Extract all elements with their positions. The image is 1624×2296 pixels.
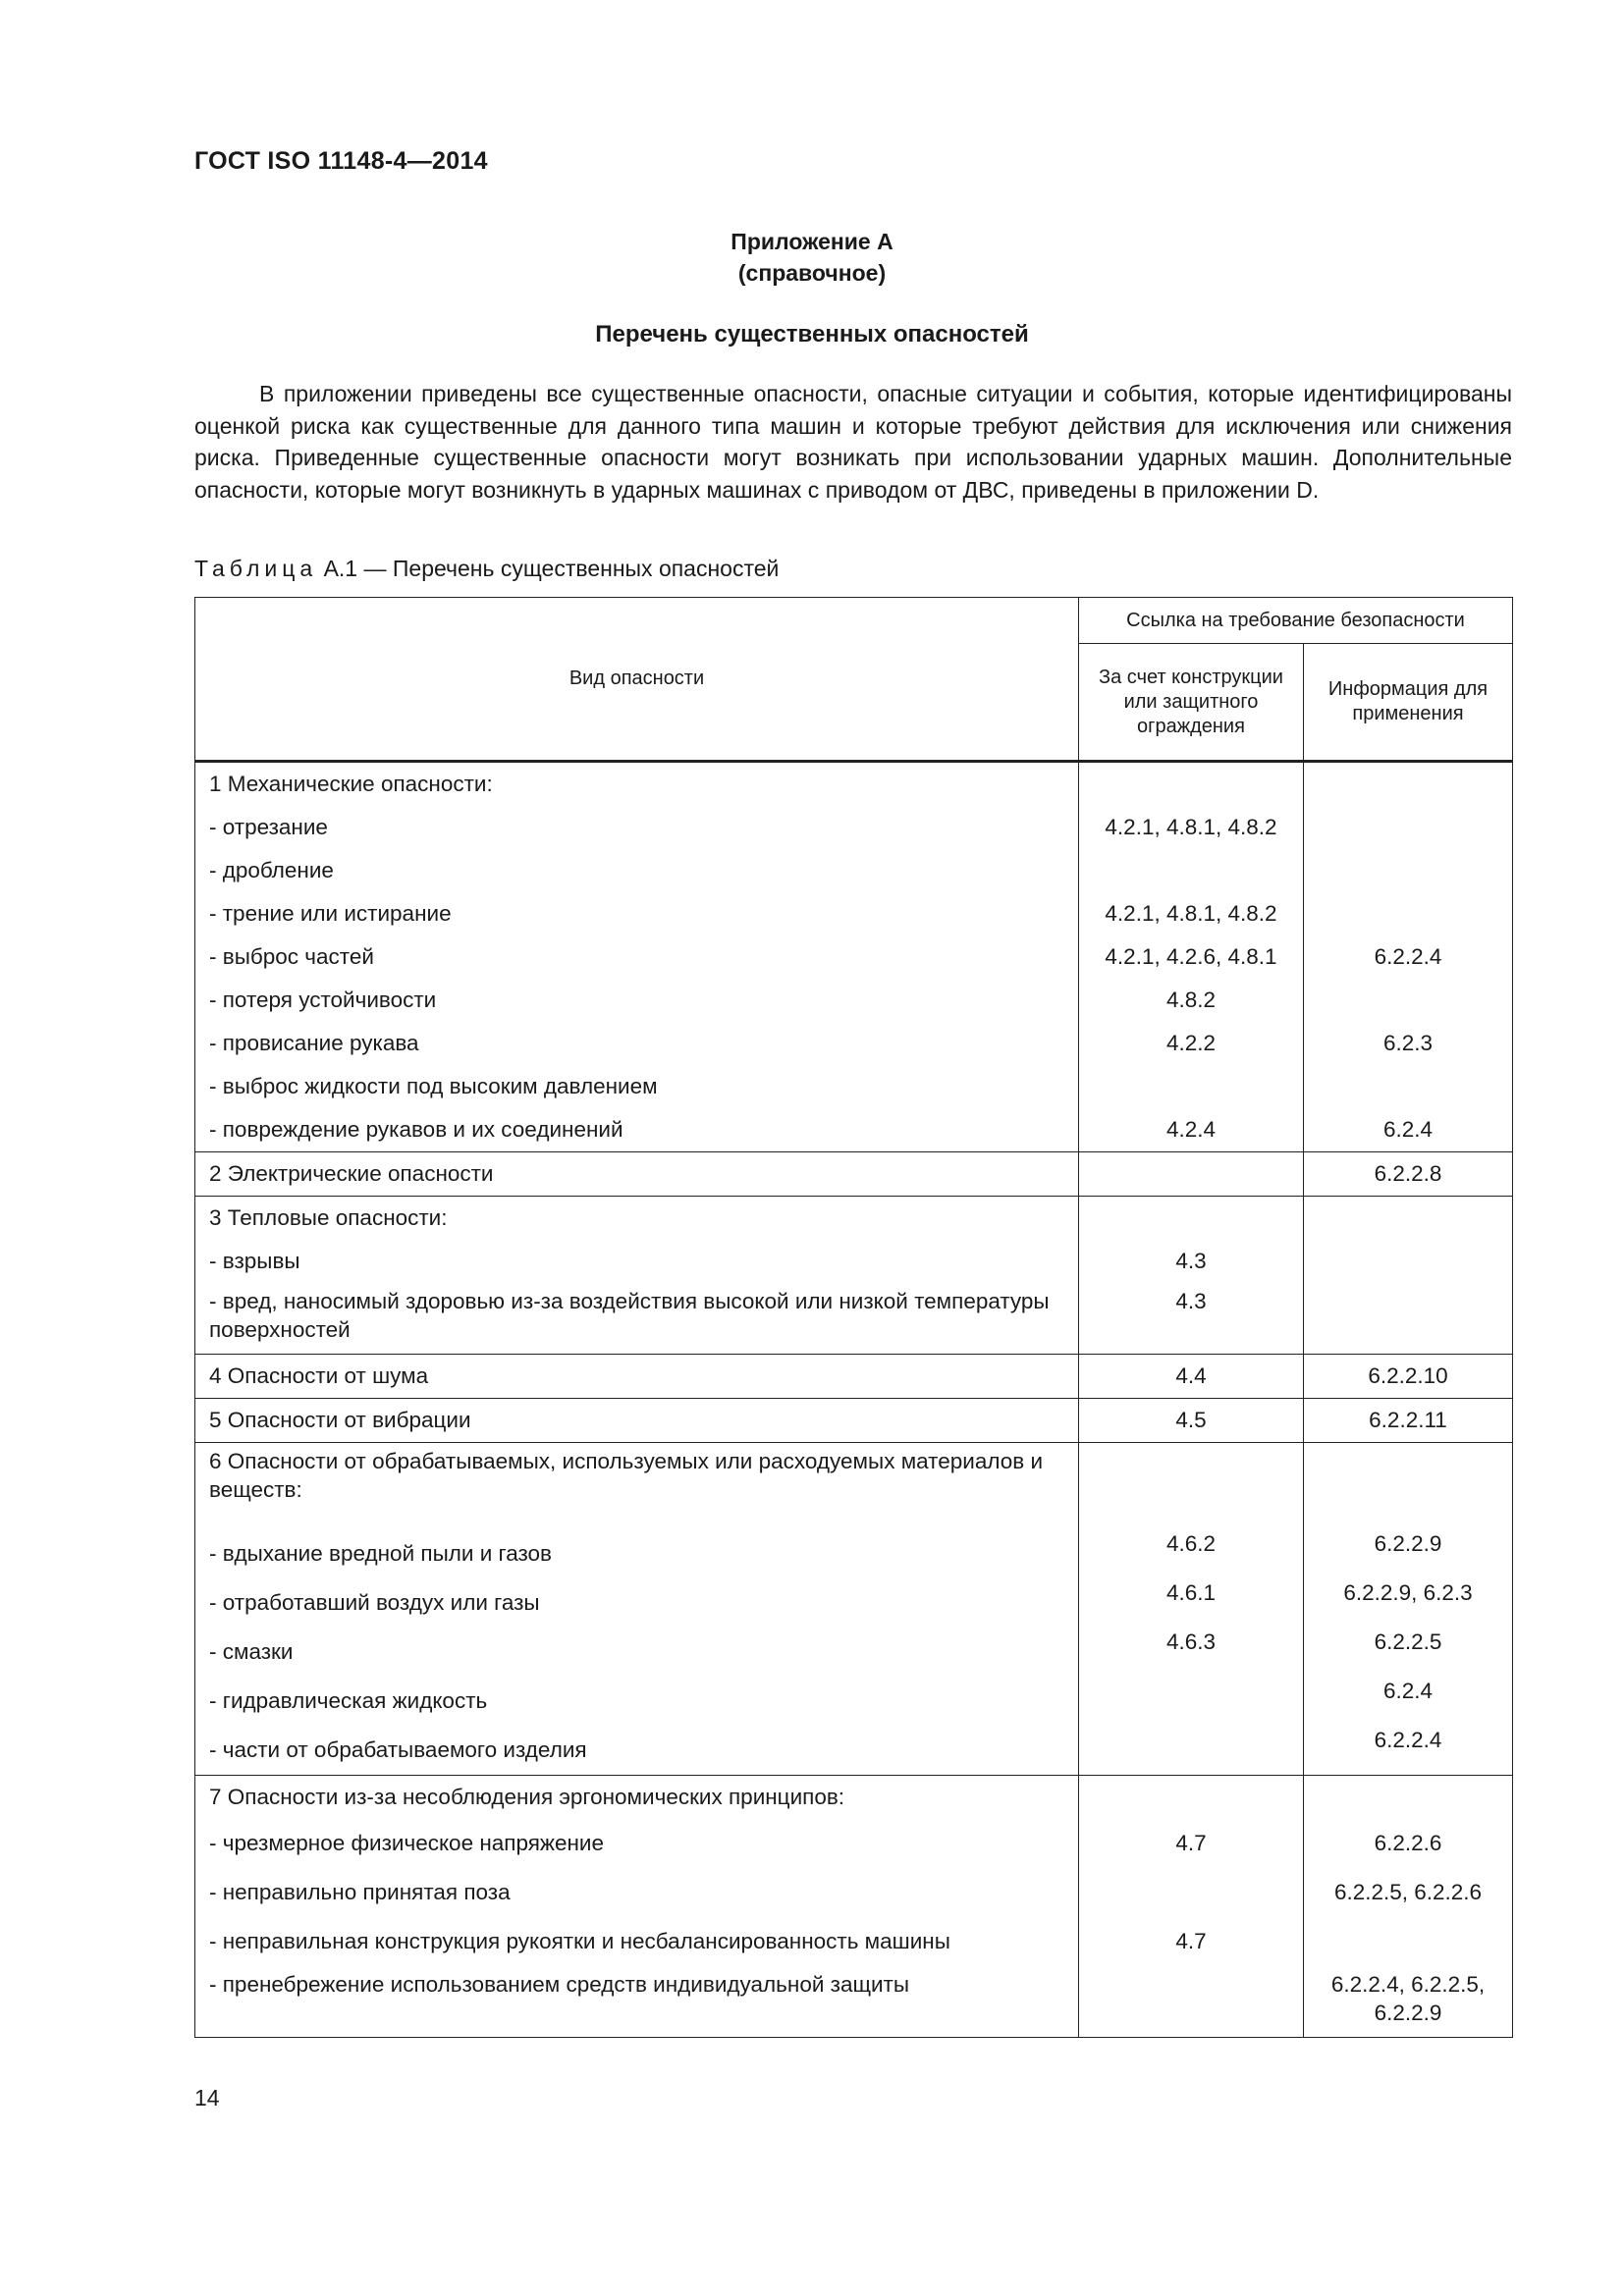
hazard-item: - пренебрежение использованием средств индивидуальной защиты bbox=[209, 1972, 910, 1997]
hazard-item: - повреждение рукавов и их соединений bbox=[209, 1117, 623, 1142]
hazard-item: - взрывы bbox=[209, 1249, 300, 1273]
header-hazard-type: Вид опасности bbox=[195, 598, 1079, 762]
info-ref-value: 6.2.2.11 bbox=[1369, 1408, 1447, 1432]
hazard-item: - потеря устойчивости bbox=[209, 988, 437, 1012]
hazard-group-cell bbox=[195, 1355, 1079, 1399]
info-ref-value: 6.2.2.4 bbox=[1374, 944, 1442, 969]
design-ref-value bbox=[1079, 763, 1303, 806]
design-ref-value: 4.2.4 bbox=[1165, 1117, 1217, 1142]
hazards-table-body bbox=[195, 762, 1513, 2038]
design-ref-value bbox=[1079, 1776, 1303, 1819]
info-ref-value: 6.2.2.10 bbox=[1368, 1363, 1448, 1388]
design-ref-value: 4.7 bbox=[1175, 1831, 1207, 1855]
hazard-item: - дробление bbox=[209, 858, 334, 882]
info-ref-value bbox=[1304, 1240, 1512, 1283]
hazard-group-title: 6 Опасности от обрабатываемых, используемых или расходуемых материалов и веществ: bbox=[209, 1449, 1044, 1502]
appendix-heading bbox=[0, 226, 1624, 289]
info-ref-value bbox=[1304, 763, 1512, 806]
design-ref-value: 4.8.2 bbox=[1165, 988, 1217, 1012]
hazard-item: - отработавший воздух или газы bbox=[209, 1590, 540, 1615]
design-ref-value bbox=[1079, 849, 1303, 892]
table-caption-label: Таблица bbox=[194, 556, 318, 581]
hazard-group-cell bbox=[195, 1197, 1079, 1355]
header-reference: Ссылка на требование безопасности bbox=[1079, 598, 1513, 644]
hazard-item: - неправильная конструкция рукоятки и несбалансированность машины bbox=[209, 1929, 950, 1953]
design-ref-cell bbox=[1079, 762, 1304, 1152]
info-ref-value: 6.2.2.4, 6.2.2.5, 6.2.2.9 bbox=[1330, 1972, 1486, 2025]
hazard-item: - неправильно принятая поза bbox=[209, 1880, 511, 1904]
hazard-group-cell bbox=[195, 1776, 1079, 2038]
hazard-item: - вред, наносимый здоровью из-за воздействия высокой или низкой температуры поверхностей bbox=[209, 1289, 1050, 1342]
info-ref-cell bbox=[1304, 1399, 1513, 1443]
design-ref-value: 4.3 bbox=[1175, 1249, 1207, 1273]
info-ref-value: 6.2.4 bbox=[1382, 1679, 1434, 1703]
hazards-table bbox=[194, 597, 1513, 2038]
hazard-group-title: 1 Механические опасности: bbox=[209, 772, 493, 796]
hazard-group-title: 4 Опасности от шума bbox=[209, 1363, 429, 1388]
design-ref-value: 4.2.1, 4.8.1, 4.8.2 bbox=[1105, 901, 1277, 926]
design-ref-value: 4.6.3 bbox=[1165, 1629, 1217, 1654]
info-ref-value bbox=[1304, 1065, 1512, 1108]
table-caption bbox=[194, 556, 779, 582]
document-code-header: ГОСТ ISO 11148-4—2014 bbox=[194, 147, 488, 175]
design-ref-value: 4.2.1, 4.2.6, 4.8.1 bbox=[1105, 944, 1277, 969]
info-ref-value: 6.2.2.5 bbox=[1374, 1629, 1442, 1654]
design-ref-value bbox=[1079, 1443, 1303, 1520]
info-ref-cell bbox=[1304, 1197, 1513, 1355]
design-ref-value bbox=[1079, 1716, 1303, 1765]
info-ref-value: 6.2.2.6 bbox=[1374, 1831, 1442, 1855]
design-ref-value: 4.4 bbox=[1175, 1363, 1207, 1388]
hazard-group-cell bbox=[195, 1152, 1079, 1197]
info-ref-value bbox=[1304, 1283, 1512, 1354]
design-ref-value bbox=[1079, 1197, 1303, 1240]
design-ref-value: 4.2.1, 4.8.1, 4.8.2 bbox=[1105, 815, 1277, 839]
hazard-item: - гидравлическая жидкость bbox=[209, 1688, 488, 1713]
hazard-group-cell bbox=[195, 762, 1079, 1152]
hazard-group-title: 3 Тепловые опасности: bbox=[209, 1205, 448, 1230]
design-ref-value bbox=[1079, 1152, 1303, 1196]
info-ref-value: 6.2.2.9, 6.2.3 bbox=[1343, 1580, 1473, 1605]
info-ref-value bbox=[1304, 806, 1512, 849]
design-ref-cell bbox=[1079, 1443, 1304, 1776]
info-ref-value: 6.2.4 bbox=[1382, 1117, 1434, 1142]
info-ref-cell bbox=[1304, 1443, 1513, 1776]
hazard-item: - выброс частей bbox=[209, 944, 374, 969]
design-ref-cell bbox=[1079, 1355, 1304, 1399]
hazard-item: - вдыхание вредной пыли и газов bbox=[209, 1541, 553, 1566]
design-ref-value bbox=[1079, 1065, 1303, 1108]
design-ref-cell bbox=[1079, 1152, 1304, 1197]
info-ref-cell bbox=[1304, 1776, 1513, 2038]
info-ref-value: 6.2.2.4 bbox=[1374, 1728, 1442, 1752]
appendix-title: Приложение А bbox=[731, 229, 893, 254]
design-ref-value: 4.6.1 bbox=[1165, 1580, 1217, 1605]
info-ref-value bbox=[1304, 892, 1512, 935]
design-ref-value: 4.7 bbox=[1175, 1929, 1207, 1953]
table-caption-text: А.1 — Перечень существенных опасностей bbox=[323, 556, 780, 581]
info-ref-value: 6.2.2.8 bbox=[1374, 1161, 1442, 1186]
info-ref-value: 6.2.3 bbox=[1382, 1031, 1434, 1055]
header-design: За счет конструкции или защитного ограждения bbox=[1079, 644, 1304, 762]
hazard-group-title: 5 Опасности от вибрации bbox=[209, 1408, 471, 1432]
hazard-group-cell bbox=[195, 1443, 1079, 1776]
design-ref-cell bbox=[1079, 1399, 1304, 1443]
hazard-item: - чрезмерное физическое напряжение bbox=[209, 1831, 604, 1855]
info-ref-value: 6.2.2.9 bbox=[1374, 1531, 1442, 1556]
hazard-group-title: 2 Электрические опасности bbox=[209, 1161, 494, 1186]
info-ref-value bbox=[1304, 1776, 1512, 1819]
intro-paragraph: В приложении приведены все существенные опасности, опасные ситуации и события, которые идентифицированы оценкой риска как существенные для данного типа машин и которые требуют действия для исключения или снижения риска. Приведенные существенные опасности могут возникать при использовании ударных машин. Дополнительные опасности, которые могут возникнуть в ударных машинах с приводом от ДВС, приведены в приложении D. bbox=[194, 381, 1512, 503]
hazard-item: - части от обрабатываемого изделия bbox=[209, 1737, 587, 1762]
design-ref-value: 4.5 bbox=[1175, 1408, 1207, 1432]
page-number: 14 bbox=[194, 2085, 220, 2110]
design-ref-value bbox=[1079, 1966, 1303, 2037]
hazard-item: - отрезание bbox=[209, 815, 328, 839]
design-ref-value bbox=[1079, 1667, 1303, 1716]
header-info: Информация для применения bbox=[1304, 644, 1513, 762]
info-ref-cell bbox=[1304, 1152, 1513, 1197]
info-ref-value bbox=[1304, 1443, 1512, 1520]
design-ref-value bbox=[1079, 1868, 1303, 1917]
design-ref-value: 4.6.2 bbox=[1165, 1531, 1217, 1556]
info-ref-value bbox=[1304, 1917, 1512, 1966]
appendix-subtitle: (справочное) bbox=[737, 260, 887, 286]
info-ref-cell bbox=[1304, 1355, 1513, 1399]
info-ref-value bbox=[1304, 979, 1512, 1022]
design-ref-cell bbox=[1079, 1776, 1304, 2038]
hazard-group-cell bbox=[195, 1399, 1079, 1443]
hazard-item: - выброс жидкости под высоким давлением bbox=[209, 1074, 658, 1098]
design-ref-value: 4.3 bbox=[1175, 1289, 1207, 1313]
design-ref-cell bbox=[1079, 1197, 1304, 1355]
info-ref-cell bbox=[1304, 762, 1513, 1152]
hazard-item: - провисание рукава bbox=[209, 1031, 419, 1055]
hazard-item: - трение или истирание bbox=[209, 901, 452, 926]
hazard-group-title: 7 Опасности из-за несоблюдения эргономических принципов: bbox=[209, 1785, 845, 1809]
hazard-item: - смазки bbox=[209, 1639, 294, 1664]
info-ref-value bbox=[1304, 849, 1512, 892]
info-ref-value: 6.2.2.5, 6.2.2.6 bbox=[1333, 1880, 1483, 1904]
info-ref-value bbox=[1304, 1197, 1512, 1240]
section-title: Перечень существенных опасностей bbox=[595, 321, 1029, 347]
design-ref-value: 4.2.2 bbox=[1165, 1031, 1217, 1055]
